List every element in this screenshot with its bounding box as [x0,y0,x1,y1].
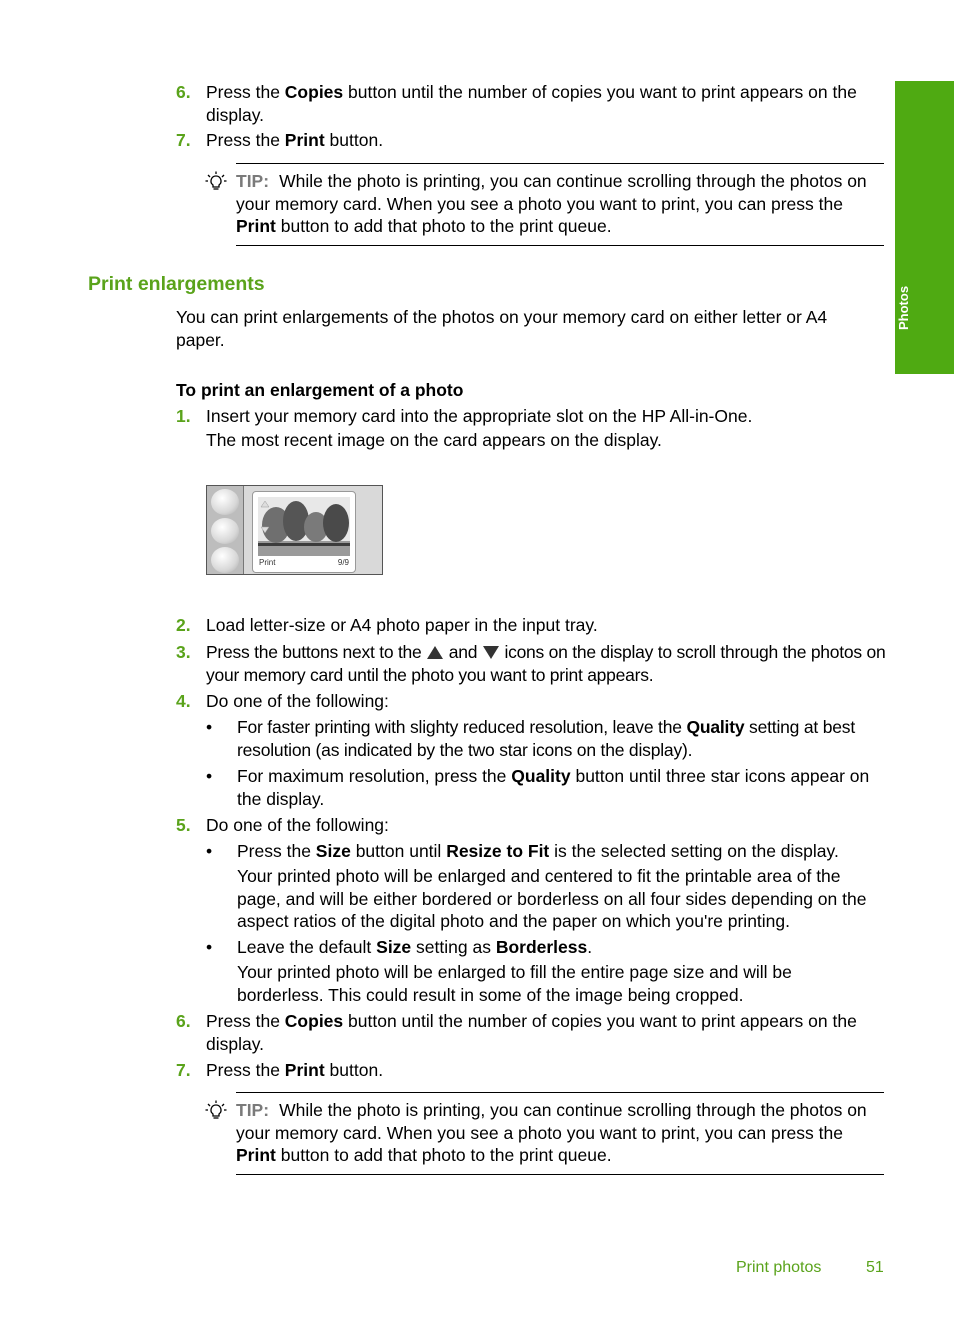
display-button [211,547,239,573]
step-3: 3. Press the buttons next to the and icons on the display to scroll through the photos on your memory card until the photo you want to print appears. [176,642,886,685]
step-6-top: 6. Press the Copies button until the number of copies you want to print appears on the display. [176,82,857,125]
step-4-bullet: • For faster printing with slighty reduced resolution, leave the Quality setting at best resolution (as indicated by the two star icons on the display). [206,717,855,760]
step-5-bullet-note: Your printed photo will be enlarged and centered to fit the printable area of the page, and will be either bordered or borderless on all four sides depending on the aspect ratios of the digital photo and the paper on which you're printing. [237,866,867,931]
tip-box: TIP: While the photo is printing, you can continue scrolling through the photos on your memory card. When you see a photo you want to print, you can press the Print button to add that photo to the print queue. [236,163,884,246]
step-1-note: The most recent image on the card appears on the display. [206,430,662,450]
side-tab [895,81,954,374]
display-button-column [207,486,244,574]
page-number: 51 [866,1259,884,1276]
display-screen [252,491,356,573]
section-intro: You can print enlargements of the photos on your memory card on either letter or A4 paper. [176,307,828,350]
step-5-bullet: • Leave the default Size setting as Borderless. [206,937,593,957]
step-2: 2. Load letter-size or A4 photo paper in the input tray. [176,615,598,635]
procedure-heading: To print an enlargement of a photo [176,380,464,400]
step-7-top: 7. Press the Print button. [176,130,384,150]
step-5-bullet: • Press the Size button until Resize to Fit is the selected setting on the display. [206,841,839,861]
step-6-bottom: 6. Press the Copies button until the number of copies you want to print appears on the display. [176,1011,857,1054]
display-button [211,489,239,515]
step-1: 1. Insert your memory card into the appropriate slot on the HP All-in-One. [176,406,753,426]
section-heading: Print enlargements [88,273,265,295]
step-5-bullet-note: Your printed photo will be enlarged to fill the entire page size and will be borderless. This could result in some of the image being cropped. [237,962,792,1005]
step-7-bottom: 7. Press the Print button. [176,1060,384,1080]
step-4-bullet: • For maximum resolution, press the Quality button until three star icons appear on the display. [206,766,870,809]
down-arrow-icon [482,645,500,660]
side-tab-label: Photos [896,285,911,330]
footer-section-title: Print photos [736,1259,822,1276]
display-caption: Print [259,558,276,567]
display-button [211,518,239,544]
lightbulb-icon [205,171,227,193]
step-5: 5. Do one of the following: [176,815,389,835]
step-4: 4. Do one of the following: [176,691,389,711]
display-count: 9/9 [337,558,349,567]
device-display-illustration [206,485,383,575]
photo-thumbnail [258,497,350,556]
lightbulb-icon [205,1100,227,1122]
up-arrow-icon [426,645,444,660]
tip-box: TIP: While the photo is printing, you can continue scrolling through the photos on your memory card. When you see a photo you want to print, you can press the Print button to add that photo to the print queue. [236,1092,884,1175]
